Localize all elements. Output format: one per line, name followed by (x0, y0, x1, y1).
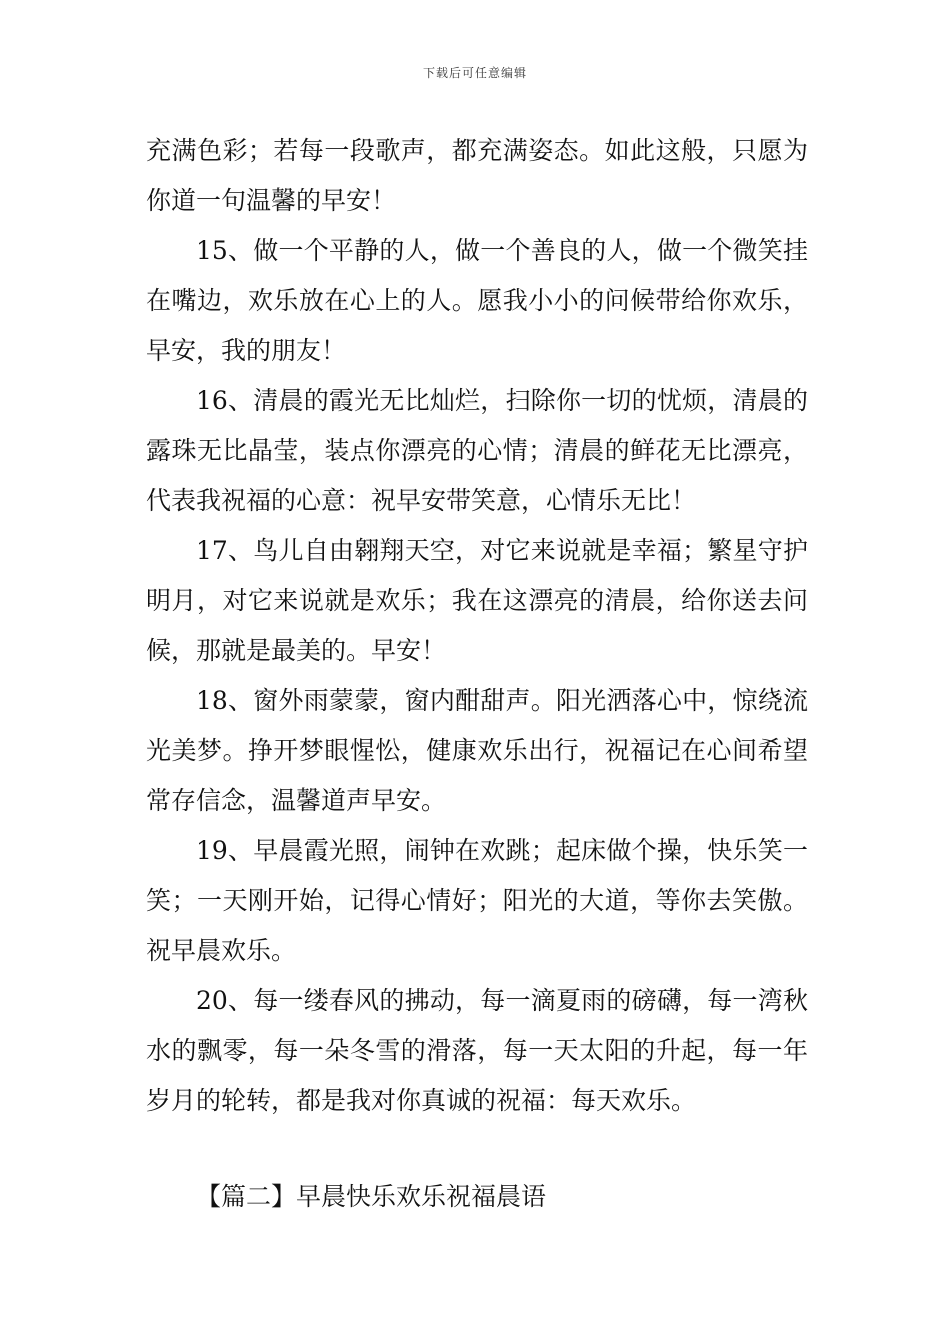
paragraph-item-17: 17、鸟儿自由翱翔天空，对它来说就是幸福；繁星守护明月，对它来说就是欢乐；我在这漂亮的清晨，给你送去问候，那就是最美的。早安！ (146, 536, 808, 665)
paragraph-item-18: 18、窗外雨蒙蒙，窗内酣甜声。阳光洒落心中，惊绕流光美梦。挣开梦眼惺忪，健康欢乐出行，祝福记在心间希望常存信念，温馨道声早安。 (146, 686, 808, 815)
paragraph-continuation: 充满色彩；若每一段歌声，都充满姿态。如此这般，只愿为你道一句温馨的早安！ (146, 136, 808, 215)
paragraph-item-19: 19、早晨霞光照，闹钟在欢跳；起床做个操，快乐笑一笑；一天刚开始，记得心情好；阳光的大道，等你去笑傲。祝早晨欢乐。 (146, 836, 808, 965)
section-title: 【篇二】早晨快乐欢乐祝福晨语 (196, 1182, 547, 1211)
header-note: 下载后可任意编辑 (422, 66, 527, 80)
paragraph-item-16: 16、清晨的霞光无比灿烂，扫除你一切的忧烦，清晨的露珠无比晶莹，装点你漂亮的心情；清晨的鲜花无比漂亮，代表我祝福的心意：祝早安带笑意，心情乐无比！ (146, 386, 808, 515)
paragraph-item-20: 20、每一缕春风的拂动，每一滴夏雨的磅礴，每一湾秋水的飘零，每一朵冬雪的滑落，每一天太阳的升起，每一年岁月的轮转，都是我对你真诚的祝福：每天欢乐。 (146, 986, 808, 1115)
document-body (146, 126, 808, 1126)
paragraph-item-15: 15、做一个平静的人，做一个善良的人，做一个微笑挂在嘴边，欢乐放在心上的人。愿我小小的问候带给你欢乐，早安，我的朋友！ (146, 236, 808, 365)
